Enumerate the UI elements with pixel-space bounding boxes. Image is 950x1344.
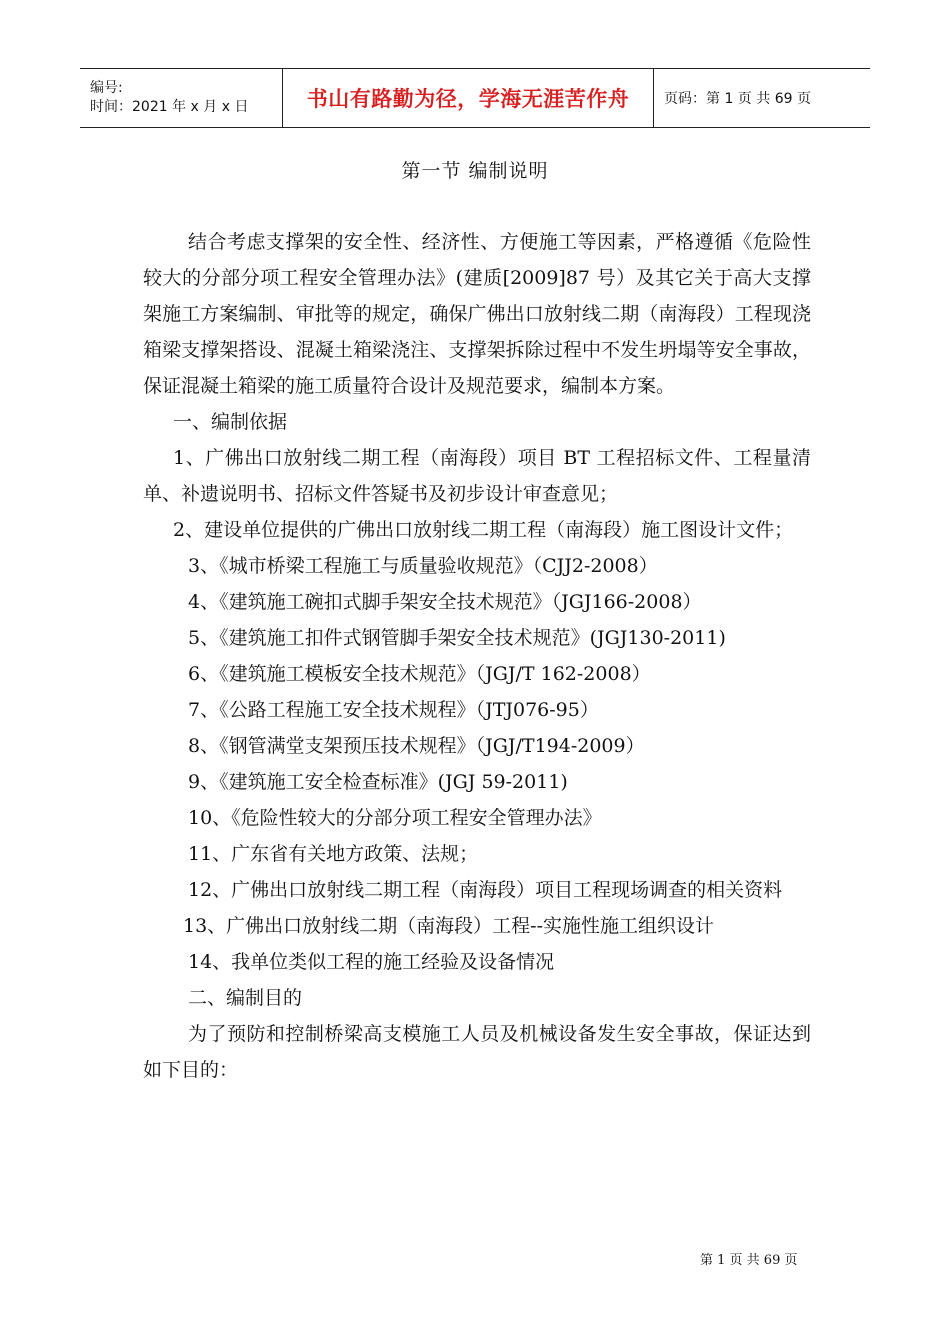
basis-item-8: 8、《钢管满堂支架预压技术规程》（JGJ/T194-2009） <box>188 735 645 757</box>
basis-item-3: 3、《城市桥梁工程施工与质量验收规范》（CJJ2-2008） <box>188 555 658 577</box>
basis-item-9: 9、《建筑施工安全检查标准》(JGJ 59-2011) <box>188 771 568 793</box>
section-heading-purpose: 二、编制目的 <box>188 987 303 1009</box>
header-page-label: 页码：第 1 页 共 69 页 <box>664 91 811 107</box>
page-header <box>80 68 870 128</box>
document-body <box>143 224 811 1088</box>
section-heading-basis: 一、编制依据 <box>173 411 288 433</box>
basis-item-13: 13、广佛出口放射线二期（南海段）工程--实施性施工组织设计 <box>183 915 715 937</box>
basis-item-10: 10、《危险性较大的分部分项工程安全管理办法》 <box>188 807 602 829</box>
basis-item-12: 12、广佛出口放射线二期工程（南海段）项目工程现场调查的相关资料 <box>188 879 783 901</box>
header-meta <box>80 69 282 127</box>
header-motto-cell <box>282 69 654 127</box>
doc-number-label: 编号: <box>90 80 123 96</box>
section-title: 第一节 编制说明 <box>401 160 549 182</box>
header-page-cell <box>654 69 870 127</box>
basis-item-2: 2、建设单位提供的广佛出口放射线二期工程（南海段）施工图设计文件； <box>173 519 794 541</box>
purpose-paragraph: 为了预防和控制桥梁高支模施工人员及机械设备发生安全事故，保证达到如下目的： <box>143 1023 811 1081</box>
basis-item-7: 7、《公路工程施工安全技术规程》（JTJ076-95） <box>188 699 599 721</box>
intro-paragraph: 结合考虑支撑架的安全性、经济性、方便施工等因素，严格遵循《危险性较大的分部分项工程安全管理办法》(建质[2009]87 号）及其它关于高大支撑架施工方案编制、审批等的规定，确保广佛出口放射线二期（南海段）工程现浇箱梁支撑架搭设、混凝土箱梁浇注、支撑架拆除过程中不发生坍塌等安全事故，保证混凝土箱梁的施工质量符合设计及规范要求，编制本方案。 <box>143 231 811 397</box>
basis-item-14: 14、我单位类似工程的施工经验及设备情况 <box>188 951 555 973</box>
basis-item-4: 4、《建筑施工碗扣式脚手架安全技术规范》（JGJ166-2008） <box>188 591 702 613</box>
basis-item-5: 5、《建筑施工扣件式钢管脚手架安全技术规范》(JGJ130-2011) <box>188 627 726 649</box>
header-motto: 书山有路勤为径，学海无涯苦作舟 <box>306 87 630 111</box>
basis-item-11: 11、广东省有关地方政策、法规； <box>188 843 479 865</box>
basis-item-6: 6、《建筑施工模板安全技术规范》（JGJ/T 162-2008） <box>188 663 651 685</box>
basis-item-1: 1、广佛出口放射线二期工程（南海段）项目 BT 工程招标文件、工程量清单、补遗说明书、招标文件答疑书及初步设计审查意见； <box>143 447 811 505</box>
page-footer: 第 1 页 共 69 页 <box>700 1253 798 1268</box>
doc-time-label: 时间：2021 年 x 月 x 日 <box>90 99 249 115</box>
